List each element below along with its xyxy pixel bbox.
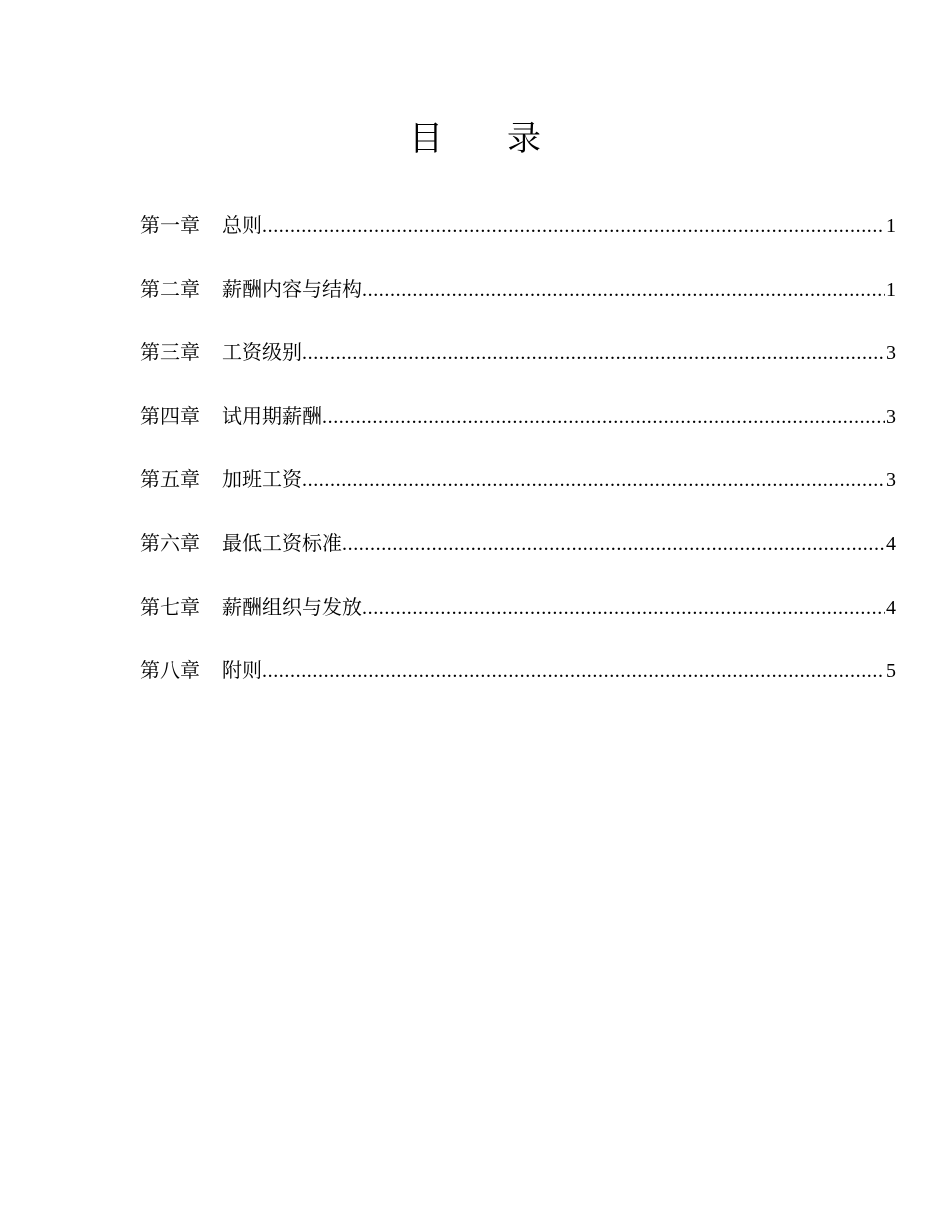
- toc-page-number: 4: [886, 532, 896, 555]
- toc-dot-leader: [302, 333, 885, 373]
- toc-chapter-number: 第四章: [140, 403, 200, 428]
- toc-dot-leader: [322, 397, 885, 437]
- toc-page-number: 4: [886, 596, 896, 619]
- toc-page-number: 3: [886, 405, 896, 428]
- toc-page-number: 1: [886, 215, 896, 237]
- title-char-1: 目: [409, 119, 443, 159]
- toc-dot-leader: [302, 460, 885, 500]
- toc-chapter-number: 第七章: [140, 594, 200, 619]
- toc-entry[interactable]: [140, 396, 896, 460]
- toc-entry[interactable]: [140, 332, 896, 396]
- toc-page-number: 3: [886, 342, 896, 365]
- toc-chapter-title: 试用期薪酬: [222, 403, 322, 428]
- toc-chapter-title: 总则: [222, 213, 262, 237]
- toc-chapter-number: 第一章: [140, 213, 200, 237]
- table-of-contents: [140, 205, 896, 714]
- toc-chapter-title: 附则: [222, 658, 262, 683]
- toc-page-number: 1: [886, 278, 896, 301]
- toc-entry[interactable]: [140, 523, 896, 587]
- toc-entry[interactable]: [140, 459, 896, 523]
- toc-entry[interactable]: [140, 269, 896, 333]
- toc-page-number: 5: [886, 660, 896, 683]
- title-char-2: 录: [507, 119, 541, 159]
- toc-chapter-title: 薪酬内容与结构: [222, 276, 362, 301]
- toc-entry[interactable]: [140, 650, 896, 714]
- toc-entry[interactable]: [140, 205, 896, 269]
- toc-dot-leader: [262, 651, 885, 691]
- toc-chapter-title: 工资级别: [222, 340, 302, 365]
- toc-chapter-number: 第三章: [140, 340, 200, 365]
- toc-chapter-number: 第二章: [140, 276, 200, 301]
- toc-page-number: 3: [886, 469, 896, 492]
- toc-dot-leader: [362, 270, 885, 310]
- toc-chapter-number: 第六章: [140, 530, 200, 555]
- toc-chapter-number: 第八章: [140, 658, 200, 683]
- toc-dot-leader: [342, 524, 885, 564]
- toc-chapter-title: 加班工资: [222, 467, 302, 492]
- toc-dot-leader: [262, 206, 885, 246]
- page-title: [0, 116, 950, 162]
- toc-entry[interactable]: [140, 587, 896, 651]
- toc-dot-leader: [362, 588, 885, 628]
- toc-chapter-title: 最低工资标准: [222, 530, 342, 555]
- toc-chapter-title: 薪酬组织与发放: [222, 594, 362, 619]
- toc-chapter-number: 第五章: [140, 467, 200, 492]
